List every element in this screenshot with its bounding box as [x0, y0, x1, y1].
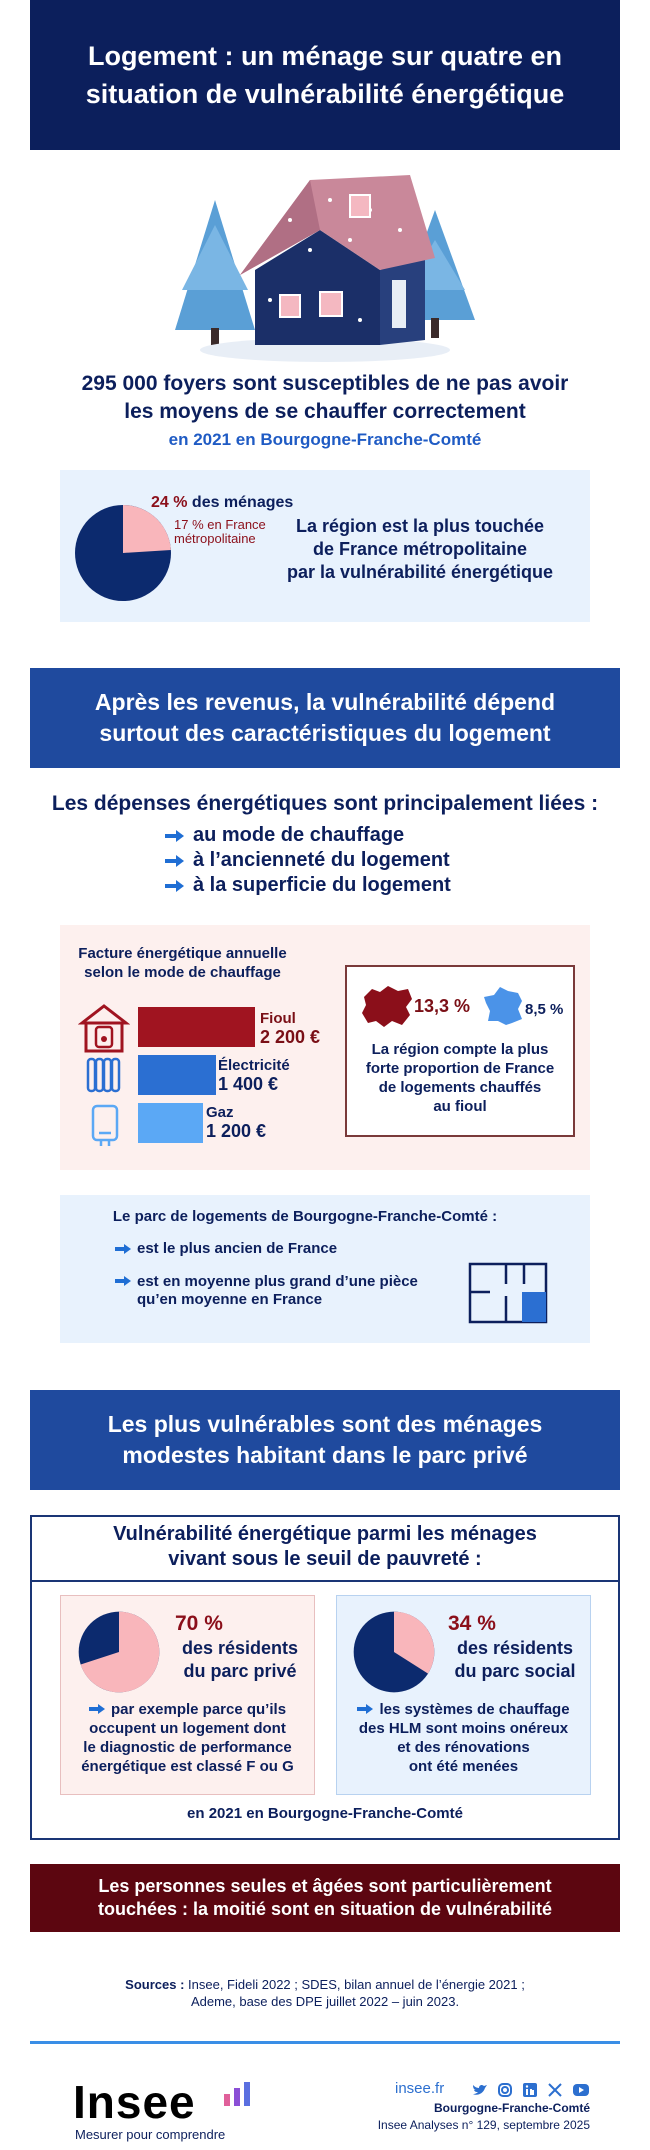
social-pct: 34 % [448, 1612, 496, 1635]
section-banner-logement: Après les revenus, la vulnérabilité dépend surtout des caractéristiques du logement [30, 668, 620, 768]
bar-label-gaz: Gaz 1 200 € [206, 1104, 267, 1141]
intro-subline: en 2021 en Bourgogne-Franche-Comté [168, 430, 482, 449]
bar-label-fioul: Fioul 2 200 € [260, 1010, 321, 1047]
region-map-icon [358, 983, 414, 1029]
bar-gaz [138, 1103, 203, 1143]
social-note: les systèmes de chauffage des HLM sont moins onéreux et des rénovations ont été menées [358, 1701, 570, 1775]
arrow-right-icon [165, 830, 185, 842]
france-fioul-share: 8,5 % [525, 1001, 564, 1018]
insee-bars-icon [222, 2080, 256, 2108]
insee-tagline: Mesurer pour comprendre [75, 2127, 226, 2142]
arrow-right-icon [115, 1276, 131, 1286]
insee-logo[interactable]: Insee [73, 2076, 196, 2128]
bar-fioul [138, 1007, 255, 1047]
list-item: à l’ancienneté du logement [165, 848, 451, 873]
arrow-right-icon [357, 1704, 373, 1714]
sources: Sources : Insee, Fideli 2022 ; SDES, bilan annuel de l’énergie 2021 ; Ademe, base des DPE juillet 2022 – juin 2023. [125, 1977, 525, 2009]
depenses-list [165, 823, 451, 898]
footer-publication: Insee Analyses n° 129, septembre 2025 [377, 2118, 590, 2132]
parc-title: Le parc de logements de Bourgogne-Franche-Comté : [112, 1208, 498, 1225]
bar-label-electricite: Électricité 1 400 € [218, 1057, 290, 1094]
insee-site-link[interactable]: insee.fr [395, 2080, 445, 2097]
footer-region: Bourgogne-Franche-Comté [434, 2101, 590, 2115]
depenses-title: Les dépenses énergétiques sont principalement liées : [51, 792, 599, 815]
x-icon[interactable] [547, 2082, 563, 2098]
list-item: est en moyenne plus grand d’une pièce qu’en moyenne en France [115, 1273, 418, 1309]
instagram-icon[interactable] [497, 2082, 513, 2098]
bar-electricite [138, 1055, 216, 1095]
prive-label: des résidents du parc privé [181, 1638, 299, 1681]
linkedin-icon[interactable] [522, 2082, 538, 2098]
region-fioul-share: 13,3 % [414, 996, 471, 1016]
radiator-icon [84, 1055, 124, 1097]
prive-note: par exemple parce qu’ils occupent un logement dont le diagnostic de performance énergétique est classé F ou G [81, 1701, 294, 1775]
prive-pct: 70 % [175, 1612, 223, 1635]
oil-boiler-icon [78, 1003, 130, 1053]
arrow-right-icon [115, 1244, 131, 1254]
fioul-map-text: La région compte la plus forte proportion de France de logements chauffés au fioul [365, 1041, 555, 1115]
prive-pie-chart [77, 1610, 161, 1694]
twitter-icon[interactable] [472, 2082, 488, 2098]
divider [32, 1580, 618, 1582]
page-title: Logement : un ménage sur quatre en situation de vulnérabilité énergétique [85, 41, 565, 109]
social-label: des résidents du parc social [454, 1638, 576, 1681]
intro-block [30, 370, 620, 450]
gas-boiler-icon [90, 1103, 120, 1147]
share-value: 24 % des ménages [151, 494, 294, 511]
arrow-right-icon [89, 1704, 105, 1714]
france-comparison: 17 % en France métropolitaine [174, 517, 266, 546]
footer-divider [30, 2041, 620, 2044]
list-item: est le plus ancien de France [115, 1240, 337, 1257]
social-links [472, 2082, 590, 2098]
list-item: à la superficie du logement [165, 873, 451, 898]
share-pie-chart [73, 503, 173, 603]
pie-slice-share [123, 505, 171, 553]
youtube-icon[interactable] [572, 2082, 590, 2098]
arrow-right-icon [165, 880, 185, 892]
social-pie-chart [352, 1610, 436, 1694]
snowy-house-illustration [170, 170, 480, 365]
france-map-icon [482, 985, 524, 1027]
elderly-banner: Les personnes seules et âgées sont particulièrement touchées : la moitié sont en situation de vulnérabilité [30, 1864, 620, 1932]
header-banner [30, 0, 620, 150]
list-item: au mode de chauffage [165, 823, 451, 848]
floor-plan-icon [468, 1262, 548, 1324]
arrow-right-icon [165, 855, 185, 867]
region-statement: La région est la plus touchée de France métropolitaine par la vulnérabilité énergétique [286, 516, 554, 582]
facture-title: Facture énergétique annuelle selon le mode de chauffage [78, 945, 287, 981]
pauvrete-footer: en 2021 en Bourgogne-Franche-Comté [187, 1805, 463, 1822]
intro-headline: 295 000 foyers sont susceptibles de ne pas avoir les moyens de se chauffer correctement [81, 372, 569, 423]
pauvrete-title: Vulnérabilité énergétique parmi les ménages vivant sous le seuil de pauvreté : [113, 1523, 537, 1570]
section-banner-menages: Les plus vulnérables sont des ménages modestes habitant dans le parc privé [30, 1390, 620, 1490]
